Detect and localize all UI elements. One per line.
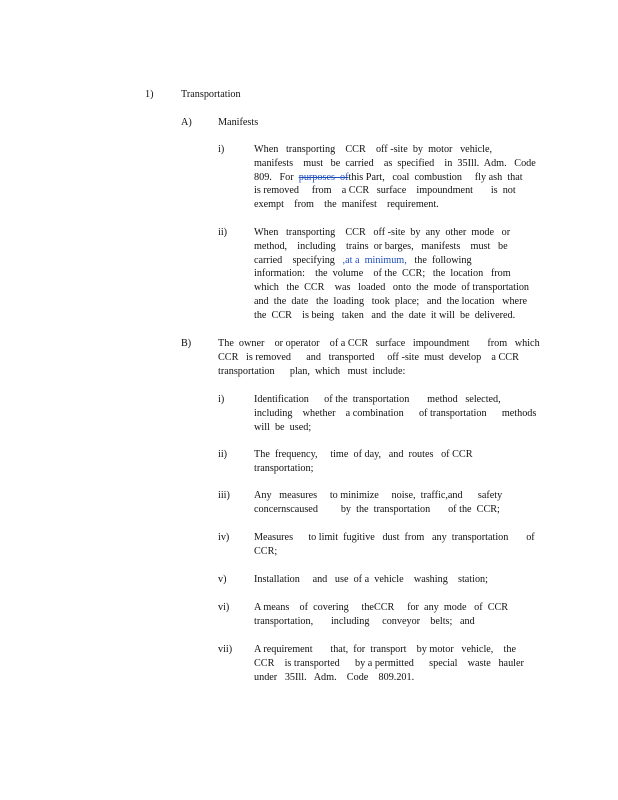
item-number: iii) [218,490,230,501]
section-number: 1) [145,89,154,100]
text-fragment: 809. For [254,171,299,183]
text-line: information: the volume of the CCR; the location from [254,268,511,280]
text-line [254,172,523,183]
text-line: manifests must be carried as specified in 35Ill. Adm. Code [254,157,536,169]
text-line: transportation; [254,462,314,474]
item-number: vii) [218,644,233,655]
subsection-a-number: A) [181,117,192,128]
item-number: i) [218,394,225,405]
subsection-a-title: Manifests [218,117,259,128]
text-line: and the date the loading took place; and the location where [254,296,527,307]
text-line: When transporting CCR off -site by motor vehicle, [254,144,493,155]
text-line: Installation and use of a vehicle washing station; [254,574,488,585]
text-line: Measures to limit fugitive dust from any transportation of [254,532,535,543]
text-line: CCR; [254,545,278,557]
text-line: A requirement that, for transport by motor vehicle, the [254,644,516,655]
text-fragment: the following [406,254,472,266]
text-line: The owner or operator of a CCR surface impoundment from which [218,338,540,349]
text-fragment: carried specifying [254,254,343,266]
text-line: Any measures to minimize noise, traffic,and safety [254,490,503,501]
text-line: Identification of the transportation method selected, [254,394,501,405]
text-line: will be used; [254,421,312,433]
text-line: concernscaused by the transportation of the CCR; [254,503,500,515]
text-line: A means of covering theCCR for any mode of CCR [254,602,509,613]
item-number: i) [218,144,225,155]
text-line: The frequency, time of day, and routes of CCR [254,449,473,460]
text-line: which the CCR was loaded onto the mode of transportation [254,282,530,294]
inserted-text: ,at a minimum, [342,254,407,266]
text-line: including whether a combination of transportation methods [254,407,537,419]
text-line: under 35Ill. Adm. Code 809.201. [254,671,415,683]
item-number: v) [218,574,227,585]
item-number: vi) [218,602,230,613]
text-line: CCR is removed and transported off -site must develop a CCR [218,351,519,363]
text-line: the CCR is being taken and the date it will be delivered. [254,309,516,321]
deleted-text: purposes of [298,171,349,183]
text-line: method, including trains or barges, manifests must be [254,240,508,252]
text-line: is removed from a CCR surface impoundment is not [254,185,516,197]
item-number: ii) [218,227,228,238]
text-fragment: this Part, coal combustion fly ash that [348,171,523,183]
text-line: transportation plan, which must include: [218,365,406,377]
text-line: CCR is transported by a permitted special waste hauler [254,657,524,669]
subsection-b-number: B) [181,338,192,349]
text-line: When transporting CCR off -site by any other mode or [254,227,511,238]
text-line: transportation, including conveyor belts; and [254,615,475,627]
item-number: ii) [218,449,228,460]
item-number: iv) [218,532,230,543]
text-line: exempt from the manifest requirement. [254,199,439,211]
text-line [254,255,472,266]
section-title: Transportation [181,89,241,100]
